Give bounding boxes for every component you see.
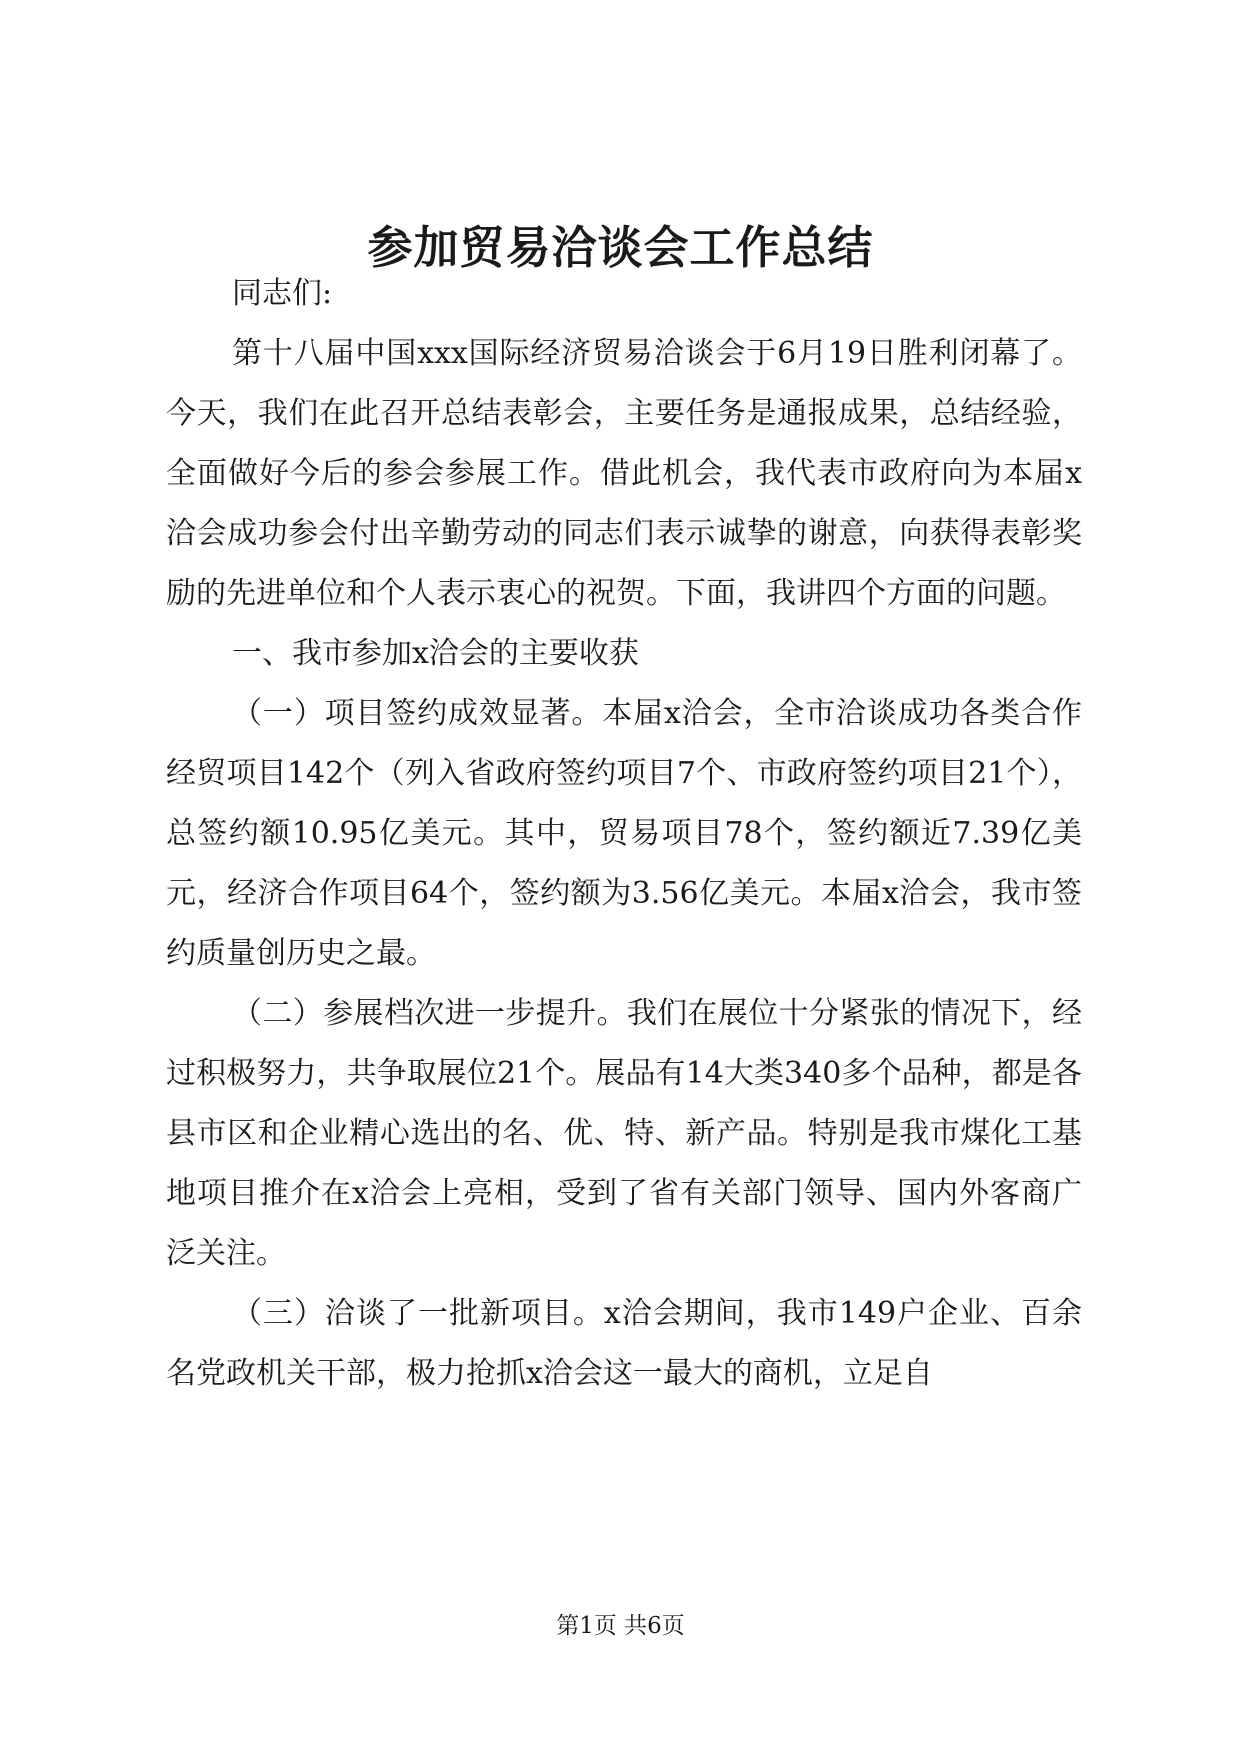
paragraph-exhibition: （二）参展档次进一步提升。我们在展位十分紧张的情况下，经过积极努力，共争取展位21个。展品有14大类340多个品种，都是各县市区和企业精心选出的名、优、特、新产品。特别是我市煤化工基地项目推介在x洽会上亮相，受到了省有关部门领导、国内外客商广泛关注。 — [166, 996, 1082, 1271]
paragraph-project-signing: （一）项目签约成效显著。本届x洽会，全市洽谈成功各类合作经贸项目142个（列入省政府签约项目7个、市政府签约项目21个），总签约额10.95亿美元。其中，贸易项目78个，签约额近7.39亿美元，经济合作项目64个，签约额为3.56亿美元。本届x洽会，我市签约质量创历史之最。 — [166, 696, 1082, 971]
section-heading-1: 一、我市参加x洽会的主要收获 — [232, 636, 639, 671]
document-title: 参加贸易洽谈会工作总结 — [367, 221, 874, 274]
salutation: 同志们: — [232, 276, 333, 311]
page-number-footer: 第1页 共6页 — [556, 1613, 685, 1639]
paragraph-new-projects: （三）洽谈了一批新项目。x洽会期间，我市149户企业、百余名党政机关干部，极力抢抓x洽会这一最大的商机，立足自 — [166, 1296, 1082, 1391]
document-body — [166, 264, 1082, 1404]
paragraph-intro: 第十八届中国xxx国际经济贸易洽谈会于6月19日胜利闭幕了。今天，我们在此召开总结表彰会，主要任务是通报成果，总结经验，全面做好今后的参会参展工作。借此机会，我代表市政府向为本届x洽会成功参会付出辛勤劳动的同志们表示诚挚的谢意，向获得表彰奖励的先进单位和个人表示衷心的祝贺。下面，我讲四个方面的问题。 — [166, 336, 1082, 611]
